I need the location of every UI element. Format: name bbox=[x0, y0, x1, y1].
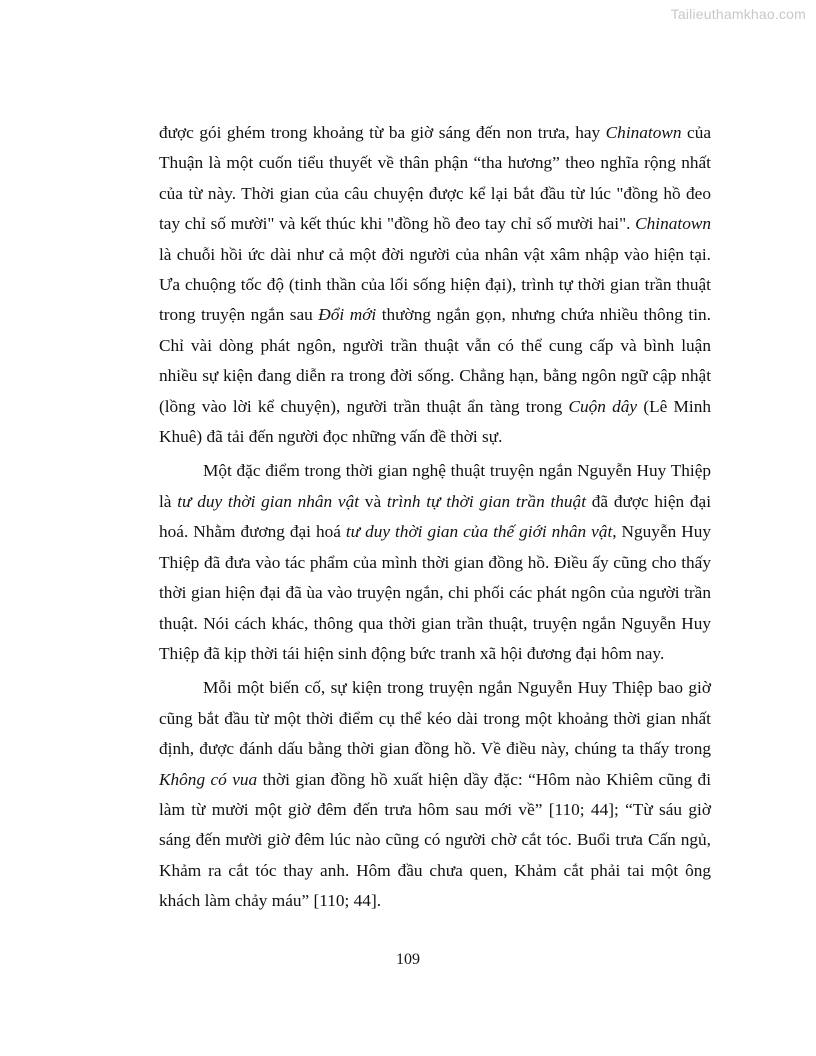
text-run: được gói ghém trong khoảng từ ba giờ sáng đến non trưa, hay bbox=[159, 123, 606, 142]
text-run: , Nguyễn Huy Thiệp đã đưa vào tác phẩm của mình thời gian đồng hồ. Điều ấy cũng cho thấy thời gian hiện đại đã ùa vào truyện ngắn, chi phối các phát ngôn của người trần thuật. Nói cách khác, thông qua thời gian trần thuật, truyện ngắn Nguyễn Huy Thiệp đã kịp thời tái hiện sinh động bức tranh xã hội đương đại hôm nay. bbox=[159, 522, 711, 663]
italic-text: Chinatown bbox=[605, 123, 682, 142]
document-body bbox=[159, 118, 711, 921]
italic-text: Chinatown bbox=[635, 214, 711, 234]
text-run: Mỗi một biến cố, sự kiện trong truyện ngắn Nguyễn Huy Thiệp bao giờ cũng bắt đầu từ một thời điểm cụ thể kéo dài trong một khoảng thời gian nhất định, được đánh dấu bằng thời gian đồng hồ. Về điều này, chúng ta thấy trong bbox=[159, 678, 711, 759]
text-run: đã được hiện đại hoá. Nhằm đương đại hoá bbox=[159, 491, 712, 542]
italic-text: Không có vua bbox=[159, 769, 258, 789]
italic-text: tư duy thời gian nhân vật bbox=[177, 491, 360, 511]
text-run: và bbox=[359, 491, 387, 511]
italic-text: trình tự thời gian trần thuật bbox=[386, 491, 586, 511]
text-run: Một đặc điểm trong thời gian nghệ thuật truyện ngắn Nguyễn Huy Thiệp là bbox=[159, 461, 711, 511]
paragraph bbox=[159, 118, 711, 452]
text-run: là chuỗi hồi ức dài như cả một đời người của nhân vật xâm nhập vào hiện tại. Ưa chuộng tốc độ (tinh thần của lối sống hiện đại), trình tự thời gian trần thuật trong truyện ngắn sau bbox=[159, 244, 711, 325]
text-run: (Lê Minh Khuê) đã tải đến người đọc những vấn đề thời sự. bbox=[159, 396, 711, 447]
page-number: 109 bbox=[396, 951, 420, 968]
italic-text: Đổi mới bbox=[318, 305, 377, 325]
text-run: của Thuận là một cuốn tiểu thuyết về thân phận “tha hương” theo nghĩa rộng nhất của từ này. Thời gian của câu chuyện được kể lại bắt đầu từ lúc "đồng hồ đeo tay chỉ số mười" và kết thúc khi "đồng hồ đeo tay chỉ số mười hai". bbox=[159, 123, 711, 234]
italic-text: Cuộn dây bbox=[568, 396, 638, 416]
watermark-text: Tailieuthamkhao.com bbox=[670, 6, 806, 22]
paragraph bbox=[159, 456, 711, 669]
text-run: thường ngắn gọn, nhưng chứa nhiều thông tin. Chỉ vài dòng phát ngôn, người trần thuật vẫn có thể cung cấp và bình luận nhiều sự kiện đang diễn ra trong đời sống. Chẳng hạn, bằng ngôn ngữ cập nhật (lồng vào lời kể chuyện), người trần thuật ẩn tàng trong bbox=[159, 305, 711, 416]
text-run: thời gian đồng hồ xuất hiện dầy đặc: “Hôm nào Khiêm cũng đi làm từ mười một giờ đêm đến trưa hôm sau mới về” [110; 44]; “Từ sáu giờ sáng đến mười giờ đêm lúc nào cũng có người chờ cắt tóc. Buổi trưa Cấn ngủ, Khảm ra cắt tóc thay anh. Hôm đầu chưa quen, Khảm cắt phải tai một ông khách làm chảy máu” [110; 44]. bbox=[159, 769, 711, 911]
italic-text: tư duy thời gian của thế giới nhân vật bbox=[345, 522, 613, 542]
paragraph bbox=[159, 673, 711, 916]
